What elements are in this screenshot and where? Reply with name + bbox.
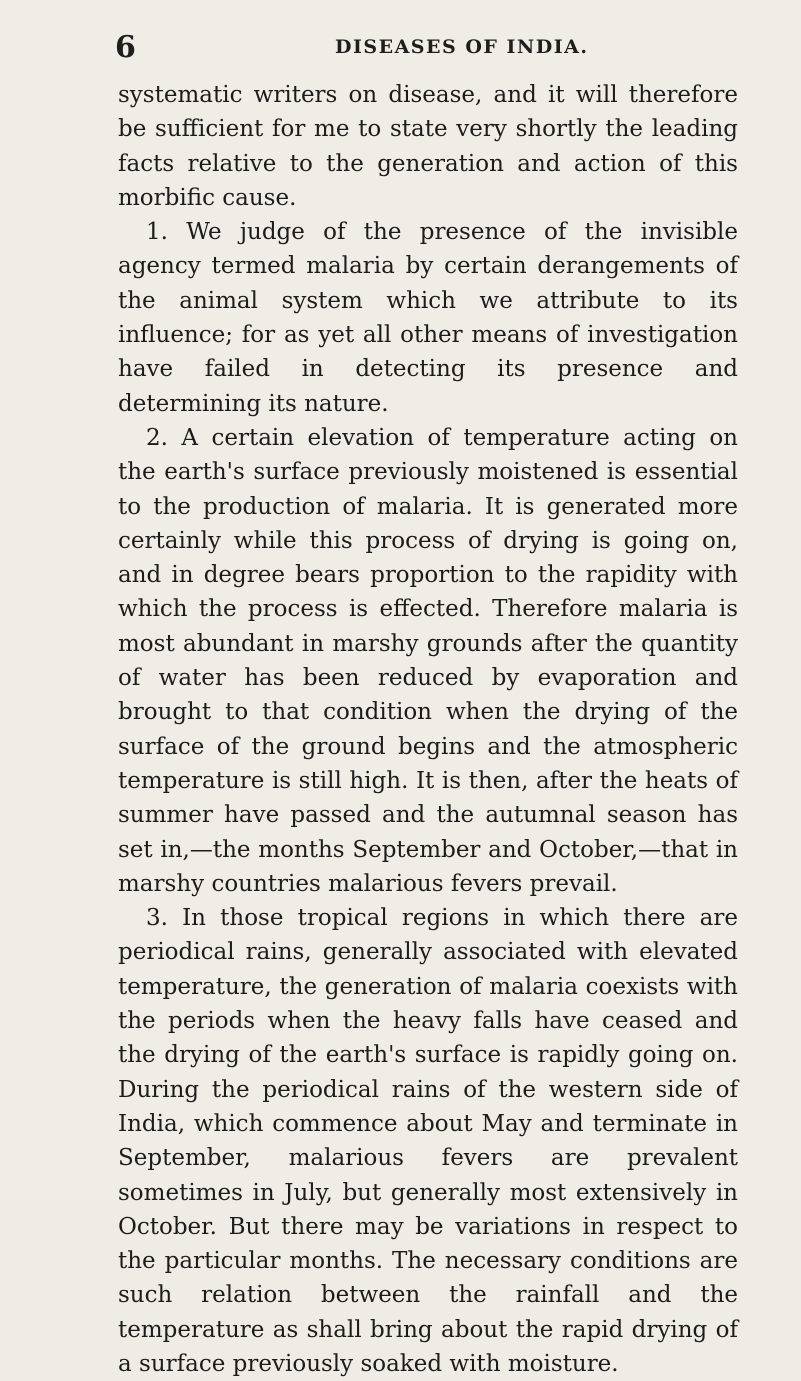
paragraph-1: 1. We judge of the presence of the invisible agency termed malaria by certain derangements of the animal system which we attribute to its influence; for as yet all other means of investigation have failed in detecting its presence and determining its nature. (118, 219, 738, 417)
paragraph-2: 2. A certain elevation of temperature acting on the earth's surface previously moistened is essential to the production of malaria. It is generated more certainly while this process of drying is going on, and in degree bears proportion to the rapidity with which the process is effected. Therefore malaria is most abundant in marshy grounds after the quantity of water has been reduced by evaporation and brought to that condition when the drying of the surface of the ground begins and the atmospheric temperature is still high. It is then, after the heats of summer have passed and the autumnal season has set in,—the months September and October,—that in marshy countries malarious fevers prevail. (118, 424, 738, 897)
page-header (115, 30, 735, 70)
running-head: DISEASES OF INDIA. (335, 36, 589, 58)
body-text (118, 78, 738, 1381)
paragraph-3: 3. In those tropical regions in which there are periodical rains, generally associated with elevated temperature, the generation of malaria coexists with the periods when the heavy falls have ceased and the drying of the earth's surface is rapidly going on. During the periodical rains of the western side of India, which commence about May and terminate in September, malarious fevers are prevalent sometimes in July, but generally most extensively in October. But there may be variations in respect to the particular months. The necessary conditions are such relation between the rainfall and the temperature as shall bring about the rapid drying of a surface previously soaked with moisture. (118, 905, 738, 1377)
paragraph-continuation: systematic writers on disease, and it will therefore be sufficient for me to state very shortly the leading facts relative to the generation and action of this morbific cause. (118, 82, 738, 211)
page-number: 6 (115, 30, 136, 65)
